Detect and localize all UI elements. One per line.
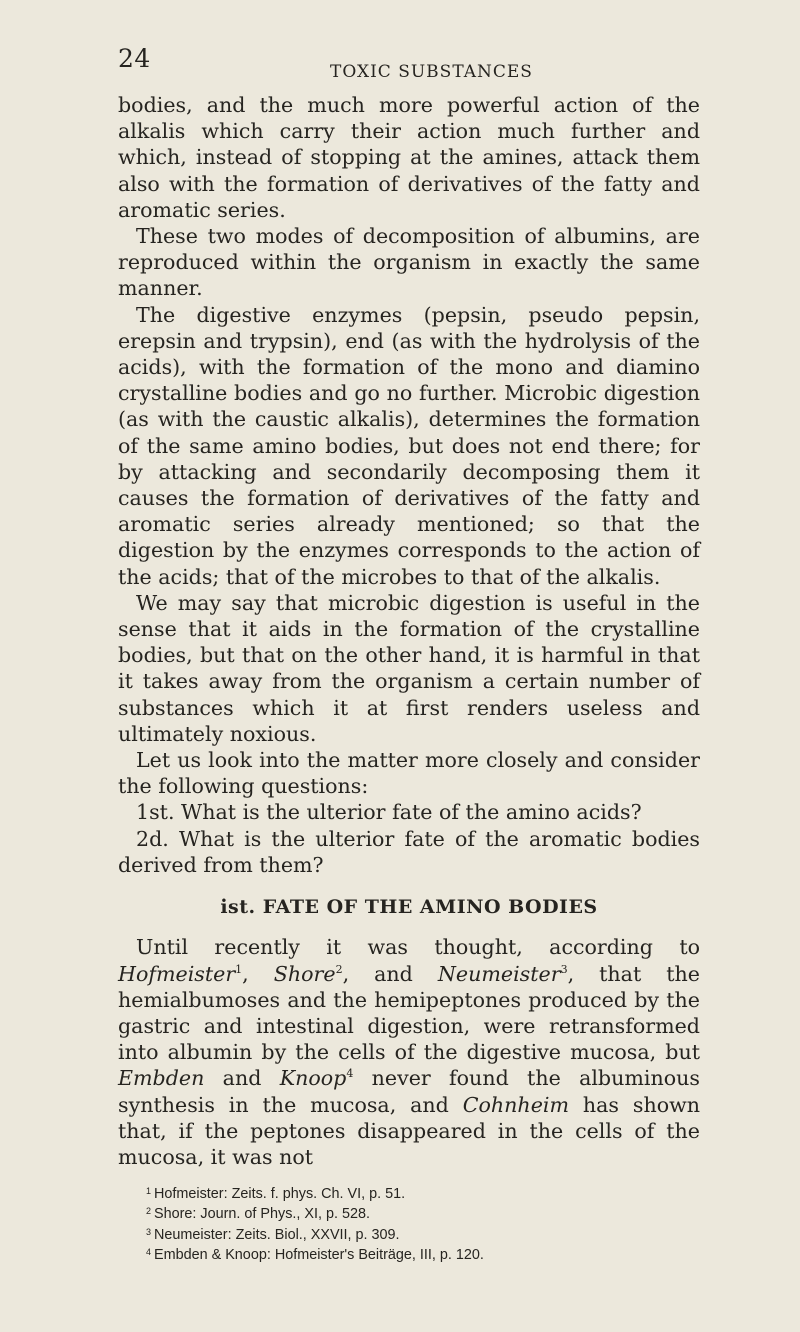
question-item: 2d. What is the ulterior fate of the aromatic bodies derived from them?: [118, 826, 700, 877]
text-run: ,: [242, 961, 274, 986]
text-run: , and: [342, 961, 438, 986]
paragraph: We may say that microbic digestion is useful in the sense that it aids in the formation of the crystalline bodies, but that on the other hand, it is harmful in that it takes away from the organism a certain number of substances which it at first renders useless and ultimately noxious.: [118, 590, 700, 746]
paragraph: These two modes of decomposition of albumins, are reproduced within the organism in exactly the same manner.: [118, 224, 700, 301]
section-heading: ist. FATE OF THE AMINO BODIES: [220, 896, 598, 919]
text-run: and: [204, 1066, 280, 1091]
footnote: [146, 1224, 706, 1244]
author-name: Knoop: [279, 1066, 347, 1091]
footnote-mark: 3: [146, 1226, 152, 1237]
body-text: [118, 92, 700, 1170]
footnote: [146, 1203, 706, 1223]
paragraph: Let us look into the matter more closely and consider the following questions:: [118, 748, 700, 799]
footnote-mark: 2: [146, 1206, 152, 1217]
author-name: Neumeister: [437, 961, 561, 986]
footnote: [146, 1183, 706, 1203]
footnote: [146, 1244, 706, 1264]
question-item: 1st. What is the ulterior fate of the amino acids?: [136, 800, 642, 825]
author-name: Shore: [273, 961, 336, 986]
footnote-ref: 2: [335, 962, 343, 976]
author-name: Embden: [118, 1066, 205, 1091]
paragraph: bodies, and the much more powerful action of the alkalis which carry their action much further and which, instead of stopping at the amines, attack them also with the formation of derivatives of the fatty and aromatic series.: [118, 93, 700, 222]
footnote-text: Shore: Journ. of Phys., XI, p. 528.: [154, 1206, 370, 1223]
footnote-text: Embden & Knoop: Hofmeister's Beiträge, III, p. 120.: [154, 1247, 484, 1264]
footnote-ref: 3: [560, 962, 568, 976]
footnote-mark: 4: [146, 1247, 152, 1258]
page-number: 24: [118, 44, 151, 73]
text-run: has shown that, if the peptones disappeared in the cells of the mucosa, it was not: [118, 1092, 700, 1169]
footnote-mark: 1: [146, 1186, 152, 1196]
footnote-ref: 1: [235, 962, 243, 976]
paragraph: The digestive enzymes (pepsin, pseudo pepsin, erepsin and trypsin), end (as with the hydrolysis of the acids), with the formation of the mono and diamino crystalline bodies and go no further. Microbic digestion (as with the caustic alkalis), determines the formation of the same amino bodies, but does not end there; for by attacking and secondarily decomposing them it causes the formation of derivatives of the fatty and aromatic series already mentioned; so that the digestion by the enzymes corresponds to the action of the acids; that of the microbes to that of the alkalis.: [118, 302, 700, 589]
text-run: never found the albuminous synthesis in the mucosa, and: [118, 1066, 700, 1117]
author-name: Hofmeister: [118, 961, 236, 986]
footnote-text: Neumeister: Zeits. Biol., XXVII, p. 309.: [154, 1226, 400, 1243]
footnote-ref: 4: [346, 1067, 354, 1081]
author-name: Cohnheim: [462, 1092, 569, 1117]
footnotes: [146, 1183, 706, 1265]
text-run: , that the hemialbumoses and the hemipeptones produced by the gastric and intestinal digestion, were retransformed into albumin by the cells of the digestive mucosa, but: [118, 961, 700, 1065]
paragraph: [118, 934, 700, 1170]
running-head: TOXIC SUBSTANCES: [330, 62, 533, 82]
text-run: Until recently it was thought, according to: [136, 935, 700, 960]
footnote-text: Hofmeister: Zeits. f. phys. Ch. VI, p. 51.: [154, 1186, 406, 1202]
